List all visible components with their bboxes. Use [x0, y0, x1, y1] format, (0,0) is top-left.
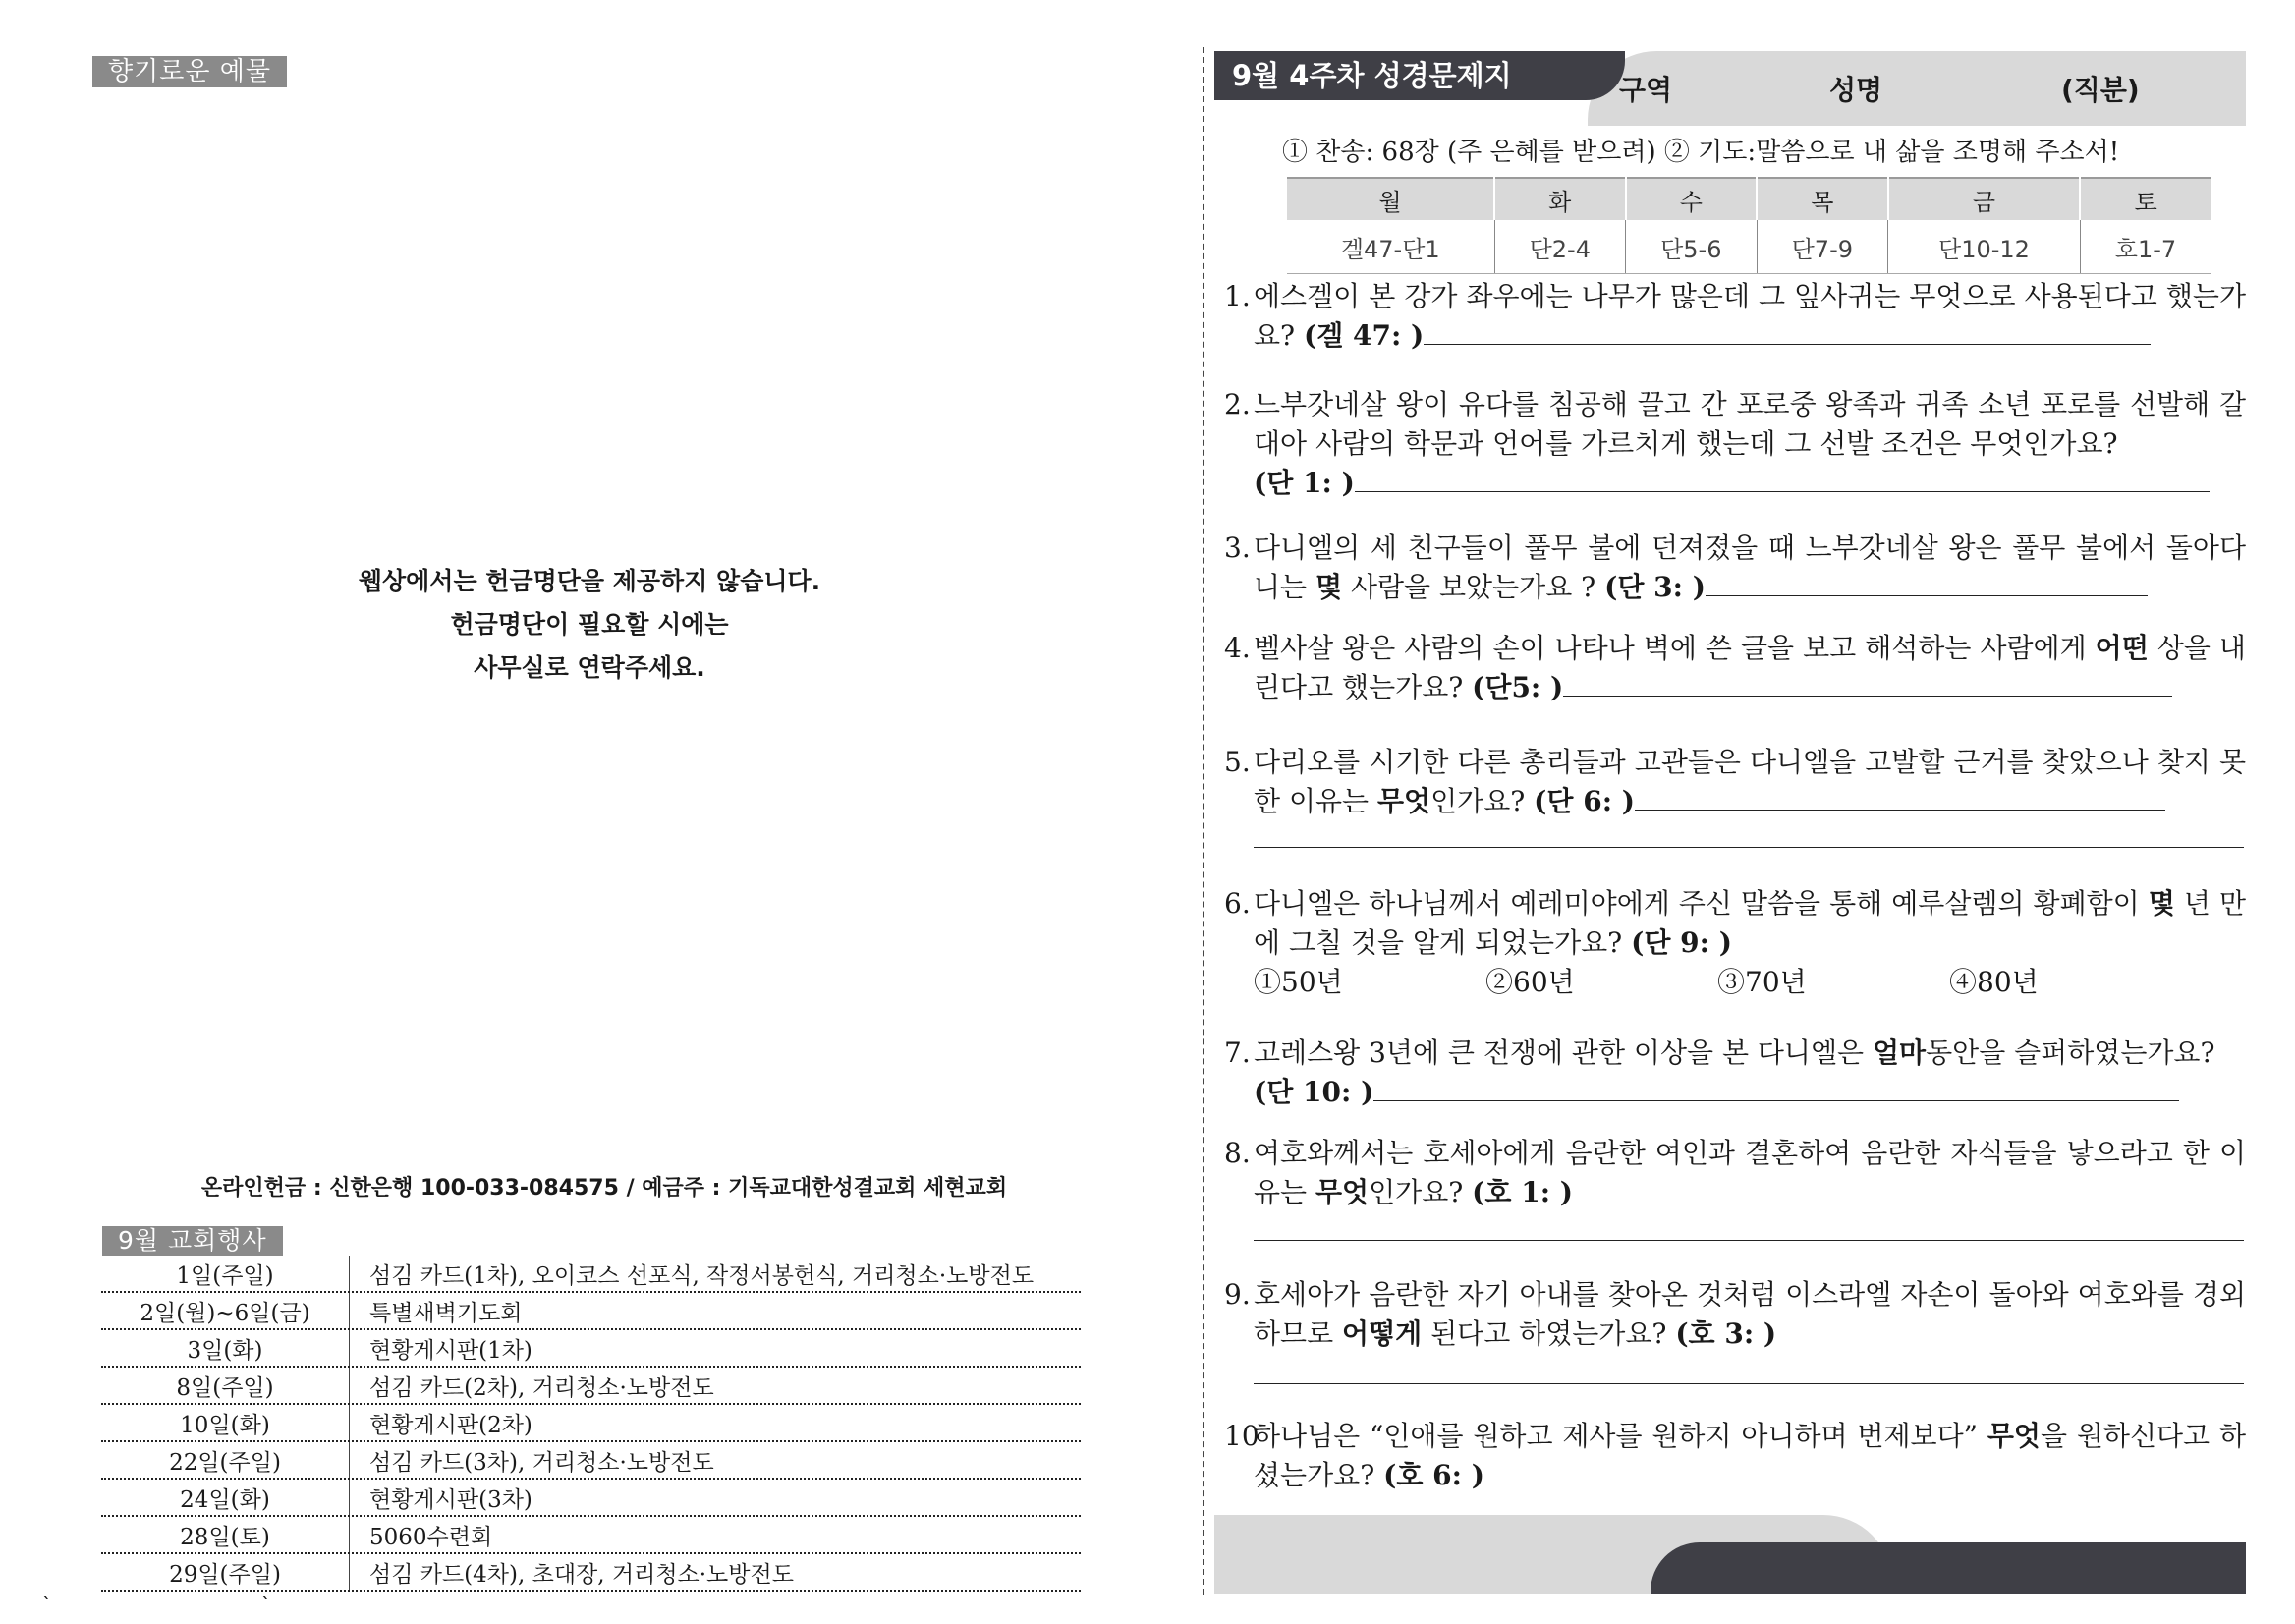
- hymn-prayer-line: ① 찬송: 68장 (주 은혜를 받으려) ② 기도:말씀으로 내 삶을 조명해 주소서!: [1282, 138, 2120, 167]
- answer-line[interactable]: [1355, 464, 2210, 492]
- verse-ref: (단5: ): [1472, 671, 1564, 703]
- question-text: 여호와께서는 호세아에게 음란한 여인과 결혼하여 음란한 자식들을 낳으라고 한 이유는: [1254, 1137, 2246, 1208]
- question-text: 호세아가 음란한 자기 아내를 찾아온 것처럼 이스라엘 자손이 돌아와 여호와를 경외하므로: [1254, 1278, 2246, 1350]
- notice-line: 헌금명단이 필요할 시에는: [450, 610, 729, 639]
- margin-mark: `: [260, 1595, 271, 1619]
- event-date: 8일(주일): [101, 1368, 350, 1403]
- schedule-reading: 단5-6: [1626, 220, 1758, 274]
- event-desc: 현황게시판(3차): [369, 1486, 532, 1513]
- name-label: 성명: [1829, 74, 1883, 106]
- question-3: [1224, 529, 2246, 607]
- question-5: [1224, 743, 2246, 821]
- event-row: [101, 1405, 1081, 1442]
- answer-line[interactable]: [1254, 1240, 2244, 1241]
- event-date: 28일(토): [101, 1517, 350, 1552]
- schedule-reading: 단7-9: [1757, 220, 1888, 274]
- emphasis: 어떤: [2095, 632, 2149, 664]
- event-date: 10일(화): [101, 1405, 350, 1440]
- offering-section-tag: 향기로운 예물: [92, 56, 287, 87]
- header-gray-band: [1588, 51, 2246, 126]
- question-text: 에스겔이 본 강가 좌우에는 나무가 많은데 그 잎사귀는 무엇으로 사용된다고 했는가요?: [1254, 280, 2246, 352]
- schedule-day: 화: [1494, 178, 1626, 220]
- verse-ref: (단 6: ): [1534, 785, 1636, 817]
- answer-line[interactable]: [1373, 1073, 2179, 1101]
- question-text: 년 만에 그칠 것을 알게 되었는가요?: [1254, 887, 2246, 959]
- quiz-title: 9월 4주차 성경문제지: [1214, 51, 1625, 100]
- option-4[interactable]: ④80년: [1949, 966, 2039, 998]
- answer-options: [1254, 963, 2246, 1002]
- question-text: 인가요?: [1369, 1176, 1464, 1208]
- question-4: [1224, 629, 2246, 707]
- emphasis: 무엇: [1315, 1176, 1370, 1208]
- question-number: 6.: [1224, 887, 1251, 920]
- notice-line: 웹상에서는 헌금명단을 제공하지 않습니다.: [358, 567, 821, 595]
- question-2: [1224, 385, 2246, 503]
- position-label: (직분): [2061, 74, 2140, 106]
- verse-ref: (단 1: ): [1254, 467, 1355, 499]
- question-text: 다니엘은 하나님께서 예레미야에게 주신 말씀을 통해 예루살렘의 황폐함이: [1254, 887, 2149, 920]
- emphasis: 몇: [1315, 571, 1343, 603]
- emphasis: 얼마: [1872, 1036, 1927, 1069]
- verse-ref: (호 3: ): [1675, 1317, 1777, 1350]
- district-label: 구역: [1619, 74, 1673, 106]
- schedule-reading: 호1-7: [2080, 220, 2211, 274]
- question-text: 느부갓네살 왕이 유다를 침공해 끌고 간 포로중 왕족과 귀족 소년 포로를 선발해 갈대아 사람의 학문과 언어를 가르치게 했는데 그 선발 조건은 무엇인가요?: [1254, 388, 2246, 460]
- question-9: [1224, 1275, 2246, 1354]
- emphasis: 어떻게: [1342, 1317, 1423, 1350]
- answer-line[interactable]: [1424, 316, 2151, 345]
- schedule-day: 토: [2080, 178, 2211, 220]
- answer-line[interactable]: [1484, 1456, 2162, 1484]
- question-number: 1.: [1224, 280, 1251, 312]
- question-10: [1224, 1417, 2246, 1495]
- event-desc: 섬김 카드(3차), 거리청소·노방전도: [369, 1449, 714, 1476]
- question-text: 동안을 슬퍼하였는가요?: [1926, 1036, 2215, 1069]
- answer-line[interactable]: [1635, 782, 2165, 811]
- event-desc: 현황게시판(2차): [369, 1412, 532, 1438]
- question-number: 8.: [1224, 1137, 1251, 1169]
- question-text: 을 원하신다고 하셨는가요?: [1254, 1420, 2246, 1491]
- verse-ref: (호 1: ): [1472, 1176, 1574, 1208]
- schedule-day: 목: [1757, 178, 1888, 220]
- question-text: 하나님은 “인애를 원하고 제사를 원하지 아니하며 번제보다”: [1254, 1420, 1987, 1452]
- events-section-tag: 9월 교회행사: [102, 1226, 283, 1256]
- margin-mark: `: [41, 1595, 52, 1619]
- answer-line[interactable]: [1254, 1383, 2244, 1384]
- verse-ref: (단 3: ): [1604, 571, 1706, 603]
- event-date: 29일(주일): [101, 1554, 350, 1590]
- question-7: [1224, 1034, 2246, 1112]
- notice-line: 사무실로 연락주세요.: [474, 653, 705, 682]
- question-text: 벨사살 왕은 사람의 손이 나타나 벽에 쓴 글을 보고 해석하는 사람에게: [1254, 632, 2096, 664]
- schedule-day: 수: [1626, 178, 1758, 220]
- answer-line[interactable]: [1254, 847, 2244, 848]
- quiz-header: [1214, 51, 2246, 126]
- question-number: 10: [1224, 1420, 1259, 1452]
- question-number: 7.: [1224, 1036, 1251, 1069]
- question-text: 된다고 하였는가요?: [1422, 1317, 1667, 1350]
- emphasis: 무엇: [1987, 1420, 2041, 1452]
- event-desc: 섬김 카드(1차), 오이코스 선포식, 작정서봉헌식, 거리청소·노방전도: [369, 1262, 1035, 1289]
- event-row: [101, 1480, 1081, 1517]
- schedule-day: 금: [1888, 178, 2081, 220]
- event-date: 3일(화): [101, 1330, 350, 1366]
- question-number: 3.: [1224, 532, 1251, 564]
- option-3[interactable]: ③70년: [1717, 966, 1807, 998]
- answer-line[interactable]: [1563, 668, 2172, 697]
- question-text: 다리오를 시기한 다른 총리들과 고관들은 다니엘을 고발할 근거를 찾았으나 찾지 못한 이유는: [1254, 746, 2246, 817]
- verse-ref: (단 10: ): [1254, 1076, 1374, 1108]
- option-2[interactable]: ②60년: [1485, 966, 1575, 998]
- question-text: 사람을 보았는가요 ?: [1342, 571, 1596, 603]
- event-row: [101, 1442, 1081, 1480]
- event-row: [101, 1368, 1081, 1405]
- question-1: [1224, 277, 2246, 356]
- event-date: 22일(주일): [101, 1442, 350, 1478]
- verse-ref: (호 6: ): [1383, 1459, 1484, 1491]
- reading-schedule: [1287, 177, 2211, 274]
- footer-dark-band: [1651, 1542, 2246, 1594]
- question-number: 2.: [1224, 388, 1251, 420]
- emphasis: 무엇: [1377, 785, 1431, 817]
- question-number: 4.: [1224, 632, 1251, 664]
- event-row: [101, 1554, 1081, 1592]
- online-offering-info: 온라인헌금 : 신한은행 100-033-084575 / 예금주 : 기독교대한성결교회 세현교회: [200, 1176, 1008, 1201]
- schedule-day: 월: [1287, 178, 1494, 220]
- question-number: 5.: [1224, 746, 1251, 778]
- schedule-reading: 겔47-단1: [1287, 220, 1494, 274]
- event-row: [101, 1293, 1081, 1330]
- event-row: [101, 1517, 1081, 1554]
- event-desc: 섬김 카드(4차), 초대장, 거리청소·노방전도: [369, 1561, 794, 1588]
- answer-line[interactable]: [1706, 568, 2148, 596]
- question-text: 다니엘의 세 친구들이 풀무 불에 던져졌을 때 느부갓네살 왕은 풀무 불에서 돌아다니는: [1254, 532, 2246, 603]
- event-date: 24일(화): [101, 1480, 350, 1515]
- schedule-reading: 단2-4: [1494, 220, 1626, 274]
- offering-notice: [324, 560, 855, 690]
- question-8: [1224, 1134, 2246, 1212]
- verse-ref: (겔 47: ): [1303, 319, 1425, 352]
- page-fold-divider: [1203, 47, 1204, 1595]
- event-date: 2일(월)~6일(금): [101, 1293, 350, 1328]
- event-desc: 5060수련회: [369, 1524, 493, 1550]
- question-text: 상을 내린다고 했는가요?: [1254, 632, 2246, 703]
- question-number: 9.: [1224, 1278, 1251, 1311]
- option-1[interactable]: ①50년: [1254, 966, 1343, 998]
- question-text: 고레스왕 3년에 큰 전쟁에 관한 이상을 본 다니엘은: [1254, 1036, 1873, 1069]
- event-desc: 현황게시판(1차): [369, 1337, 532, 1364]
- event-desc: 섬김 카드(2차), 거리청소·노방전도: [369, 1374, 714, 1401]
- event-row: [101, 1256, 1081, 1293]
- emphasis: 몇: [2148, 887, 2175, 920]
- question-6: [1224, 884, 2246, 1002]
- events-table: [101, 1256, 1081, 1592]
- event-row: [101, 1330, 1081, 1368]
- event-desc: 특별새벽기도회: [369, 1300, 523, 1326]
- schedule-reading: 단10-12: [1888, 220, 2081, 274]
- question-text: 인가요?: [1430, 785, 1526, 817]
- event-date: 1일(주일): [101, 1256, 350, 1291]
- verse-ref: (단 9: ): [1631, 926, 1732, 959]
